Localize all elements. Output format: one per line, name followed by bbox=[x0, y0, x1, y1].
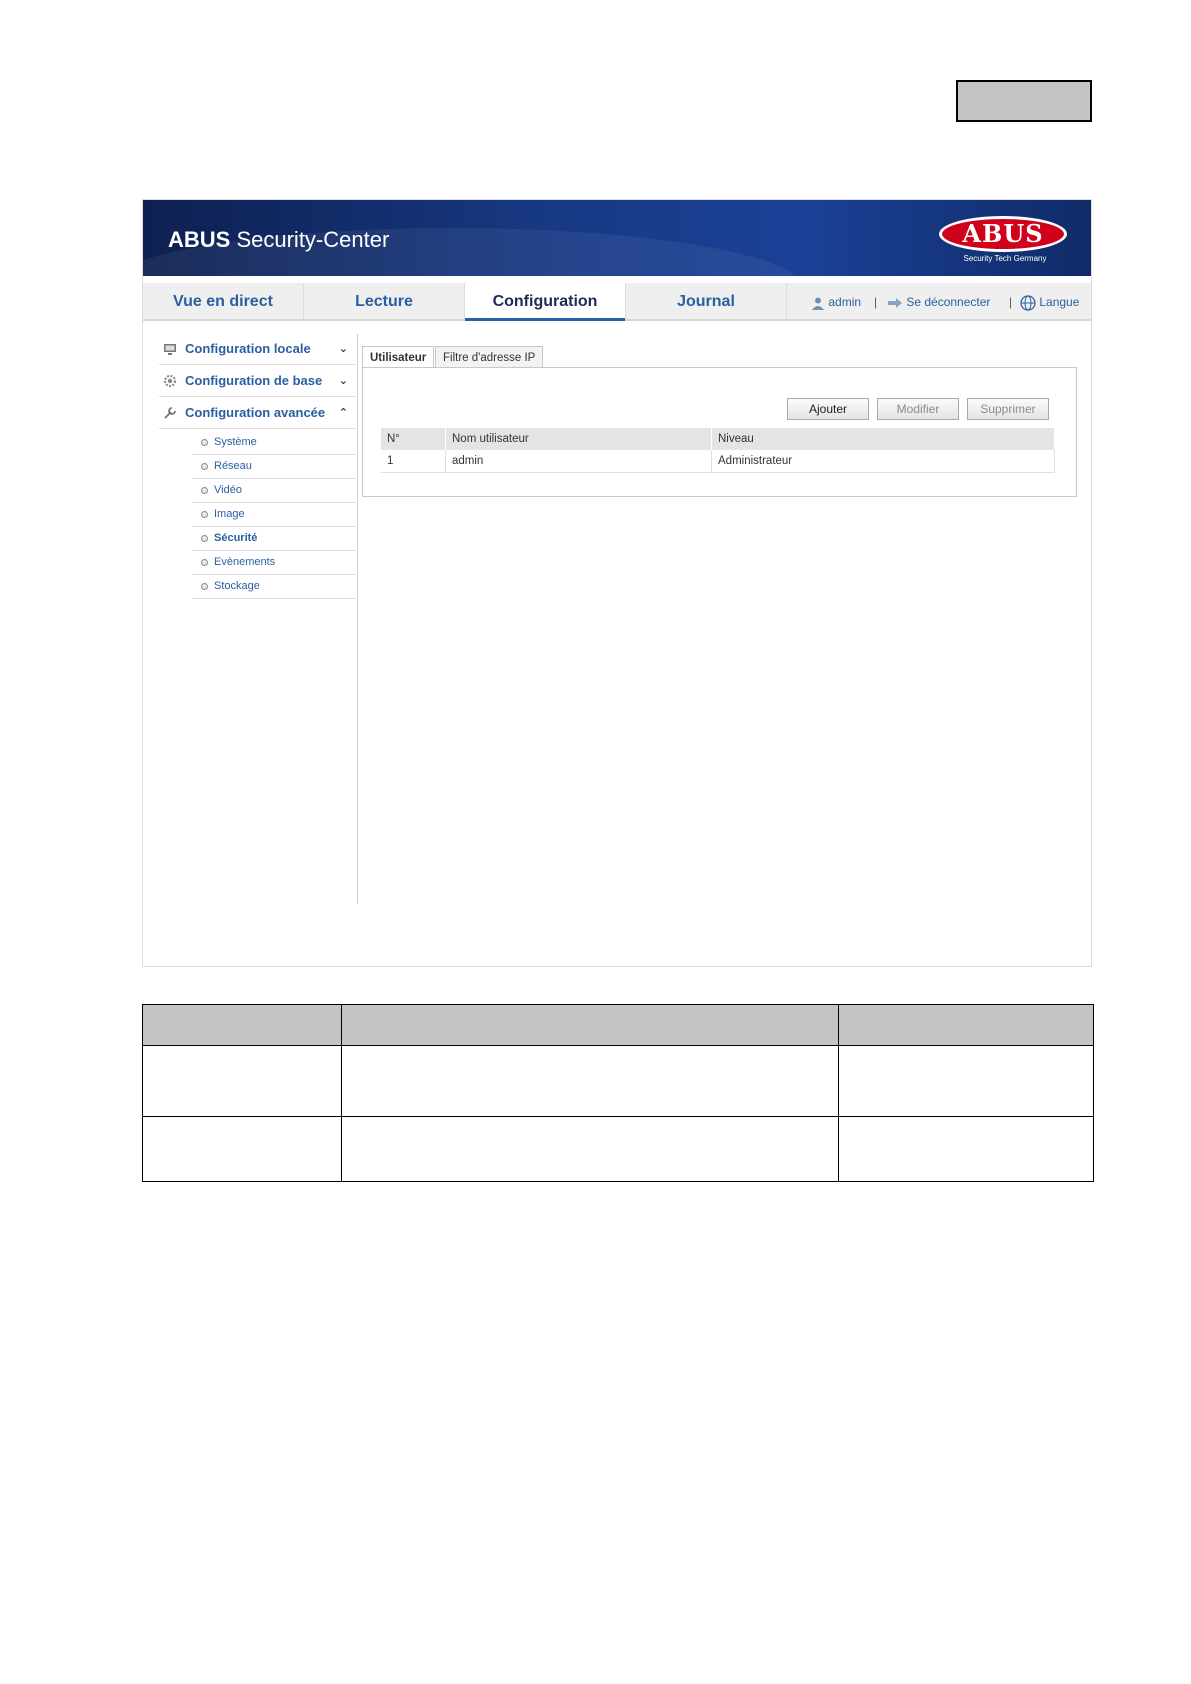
table-cell bbox=[839, 1117, 1094, 1182]
table-cell bbox=[342, 1005, 839, 1046]
chevron-down-icon: ⌄ bbox=[338, 343, 348, 355]
table-row[interactable] bbox=[381, 450, 1055, 473]
add-button[interactable]: Ajouter bbox=[787, 398, 869, 420]
table-cell bbox=[143, 1117, 342, 1182]
app-title: ABUS Security-Center bbox=[168, 227, 390, 252]
wrench-icon bbox=[163, 406, 177, 420]
chevron-up-icon: ⌃ bbox=[338, 407, 348, 419]
sidebar-item-video[interactable]: Vidéo bbox=[192, 479, 356, 503]
column-header: Niveau bbox=[712, 428, 1055, 450]
table-cell bbox=[342, 1117, 839, 1182]
bullet-icon bbox=[201, 559, 208, 566]
separator: | bbox=[874, 295, 878, 309]
sidebar bbox=[159, 334, 358, 904]
page-corner-box bbox=[956, 80, 1092, 122]
tab-configuration[interactable]: Configuration bbox=[465, 283, 626, 321]
document-table bbox=[142, 1004, 1094, 1182]
main-nav bbox=[143, 283, 1091, 321]
delete-button[interactable]: Supprimer bbox=[967, 398, 1049, 420]
web-interface-screenshot bbox=[142, 199, 1092, 967]
table-row bbox=[143, 1117, 1094, 1182]
table-header bbox=[381, 428, 1055, 450]
logo-tagline: Security Tech Germany bbox=[963, 254, 1047, 263]
table-header bbox=[143, 1005, 1094, 1046]
sidebar-local-config[interactable]: Configuration locale ⌄ bbox=[159, 334, 356, 365]
separator: | bbox=[1009, 295, 1013, 309]
bullet-icon bbox=[201, 439, 208, 446]
bullet-icon bbox=[201, 511, 208, 518]
sidebar-item-system[interactable]: Système bbox=[192, 431, 356, 455]
column-header: Nom utilisateur bbox=[446, 428, 712, 450]
logout-link[interactable]: Se déconnecter bbox=[887, 283, 990, 321]
language-link[interactable]: Langue bbox=[1020, 283, 1079, 321]
gear-icon bbox=[163, 374, 177, 388]
globe-icon bbox=[1020, 295, 1036, 311]
user-table bbox=[381, 428, 1055, 473]
table-cell bbox=[143, 1005, 342, 1046]
tab-user[interactable]: Utilisateur bbox=[362, 346, 434, 368]
sidebar-item-image[interactable]: Image bbox=[192, 503, 356, 527]
table-cell bbox=[839, 1005, 1094, 1046]
tab-live-view[interactable]: Vue en direct bbox=[143, 283, 304, 321]
sidebar-item-security[interactable]: Sécurité bbox=[192, 527, 356, 551]
sidebar-item-events[interactable]: Evènements bbox=[192, 551, 356, 575]
modify-button[interactable]: Modifier bbox=[877, 398, 959, 420]
logout-icon bbox=[887, 297, 903, 309]
bullet-icon bbox=[201, 583, 208, 590]
abus-logo: ABUS bbox=[939, 216, 1067, 252]
user-icon bbox=[811, 296, 825, 310]
chevron-down-icon: ⌄ bbox=[338, 375, 348, 387]
tab-ip-filter[interactable]: Filtre d'adresse IP bbox=[435, 346, 543, 368]
column-header: N° bbox=[381, 428, 446, 450]
bullet-icon bbox=[201, 487, 208, 494]
table-cell: admin bbox=[446, 450, 712, 473]
sidebar-item-storage[interactable]: Stockage bbox=[192, 575, 356, 599]
table-cell: 1 bbox=[381, 450, 446, 473]
tab-log[interactable]: Journal bbox=[626, 283, 787, 321]
table-cell bbox=[839, 1046, 1094, 1117]
table-cell bbox=[342, 1046, 839, 1117]
table-cell: Administrateur bbox=[712, 450, 1055, 473]
sidebar-basic-config[interactable]: Configuration de base ⌄ bbox=[159, 366, 356, 397]
header-banner bbox=[143, 200, 1091, 276]
tab-playback[interactable]: Lecture bbox=[304, 283, 465, 321]
table-row bbox=[143, 1046, 1094, 1117]
sidebar-advanced-config[interactable]: Configuration avancée ⌃ bbox=[159, 398, 356, 429]
bullet-icon bbox=[201, 535, 208, 542]
table-cell bbox=[143, 1046, 342, 1117]
monitor-icon bbox=[163, 342, 177, 356]
sidebar-item-network[interactable]: Réseau bbox=[192, 455, 356, 479]
bullet-icon bbox=[201, 463, 208, 470]
user-link[interactable]: admin bbox=[811, 283, 861, 321]
